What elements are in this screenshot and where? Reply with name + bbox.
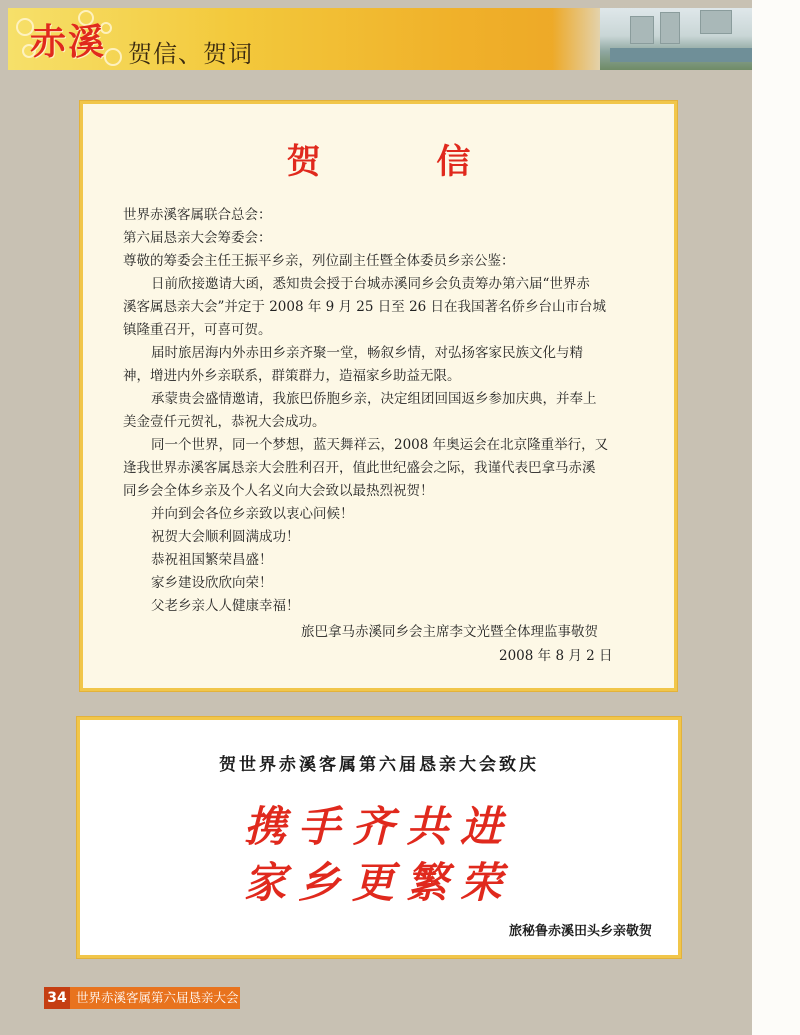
section-title: 贺信、贺词 — [128, 40, 253, 68]
letter-line: 祝贺大会顺利圆满成功！ — [151, 529, 300, 545]
letter-line: 父老乡亲人人健康幸福！ — [151, 598, 300, 614]
letter-line: 世界赤溪客属联合总会： — [123, 207, 272, 223]
congrats-heading: 贺世界赤溪客属第六届恳亲大会致庆 — [219, 755, 539, 775]
page-number: 34 — [44, 987, 70, 1009]
letter-line: 第六届恳亲大会筹委会： — [123, 230, 272, 246]
letter-line: 镇隆重召开，可喜可贺。 — [123, 322, 272, 338]
publication-title: 世界赤溪客属第六届恳亲大会 — [76, 990, 239, 1005]
letter-line: 美金壹仟元贺礼，恭祝大会成功。 — [123, 414, 326, 430]
letter-line: 溪客属恳亲大会”并定于 2008 年 9 月 25 日至 26 日在我国著名侨乡台山市台城 — [123, 299, 607, 315]
letter-line: 并向到会各位乡亲致以衷心问候！ — [151, 506, 354, 522]
congratulatory-letter — [80, 101, 677, 691]
congratulation-box — [77, 717, 681, 958]
letter-line: 神，增进内外乡亲联系，群策群力，造福家乡助益无限。 — [123, 368, 461, 384]
header-photo-riverside — [600, 8, 752, 70]
page-footer — [44, 987, 240, 1009]
letter-line: 恭祝祖国繁荣昌盛！ — [151, 552, 273, 568]
letter-line: 家乡建设欣欣向荣！ — [151, 575, 273, 591]
letter-line: 逢我世界赤溪客属恳亲大会胜利召开，值此世纪盛会之际，我谨代表巴拿马赤溪 — [123, 460, 596, 476]
page-header-banner — [8, 8, 752, 70]
letter-line: 承蒙贵会盛情邀请，我旅巴侨胞乡亲，决定组团回国返乡参加庆典，并奉上 — [151, 391, 597, 407]
letter-title: 贺 信 — [286, 142, 523, 182]
decorative-circle-icon — [104, 48, 122, 66]
brand-logo-text: 赤溪 — [30, 21, 107, 63]
letter-date: 2008 年 8 月 2 日 — [499, 648, 613, 664]
congrats-signature: 旅秘鲁赤溪田头乡亲敬贺 — [508, 924, 652, 939]
letter-line: 同一个世界，同一个梦想，蓝天舞祥云，2008 年奥运会在北京隆重举行，又 — [151, 437, 609, 453]
letter-line: 同乡会全体乡亲及个人名义向大会致以最热烈祝贺！ — [123, 483, 434, 499]
letter-line: 届时旅居海内外赤田乡亲齐聚一堂，畅叙乡情，对弘扬客家民族文化与精 — [151, 345, 583, 361]
letter-line: 尊敬的筹委会主任王振平乡亲，列位副主任暨全体委员乡亲公鉴： — [123, 253, 515, 269]
motto-line-1: 携手齐共进 — [243, 802, 514, 851]
letter-signature: 旅巴拿马赤溪同乡会主席李文光暨全体理监事敬贺 — [301, 624, 598, 640]
motto-line-2: 家乡更繁荣 — [243, 858, 514, 907]
letter-line: 日前欣接邀请大函，悉知贵会授于台城赤溪同乡会负责筹办第六届“世界赤 — [151, 276, 590, 292]
page-margin — [752, 0, 800, 1035]
